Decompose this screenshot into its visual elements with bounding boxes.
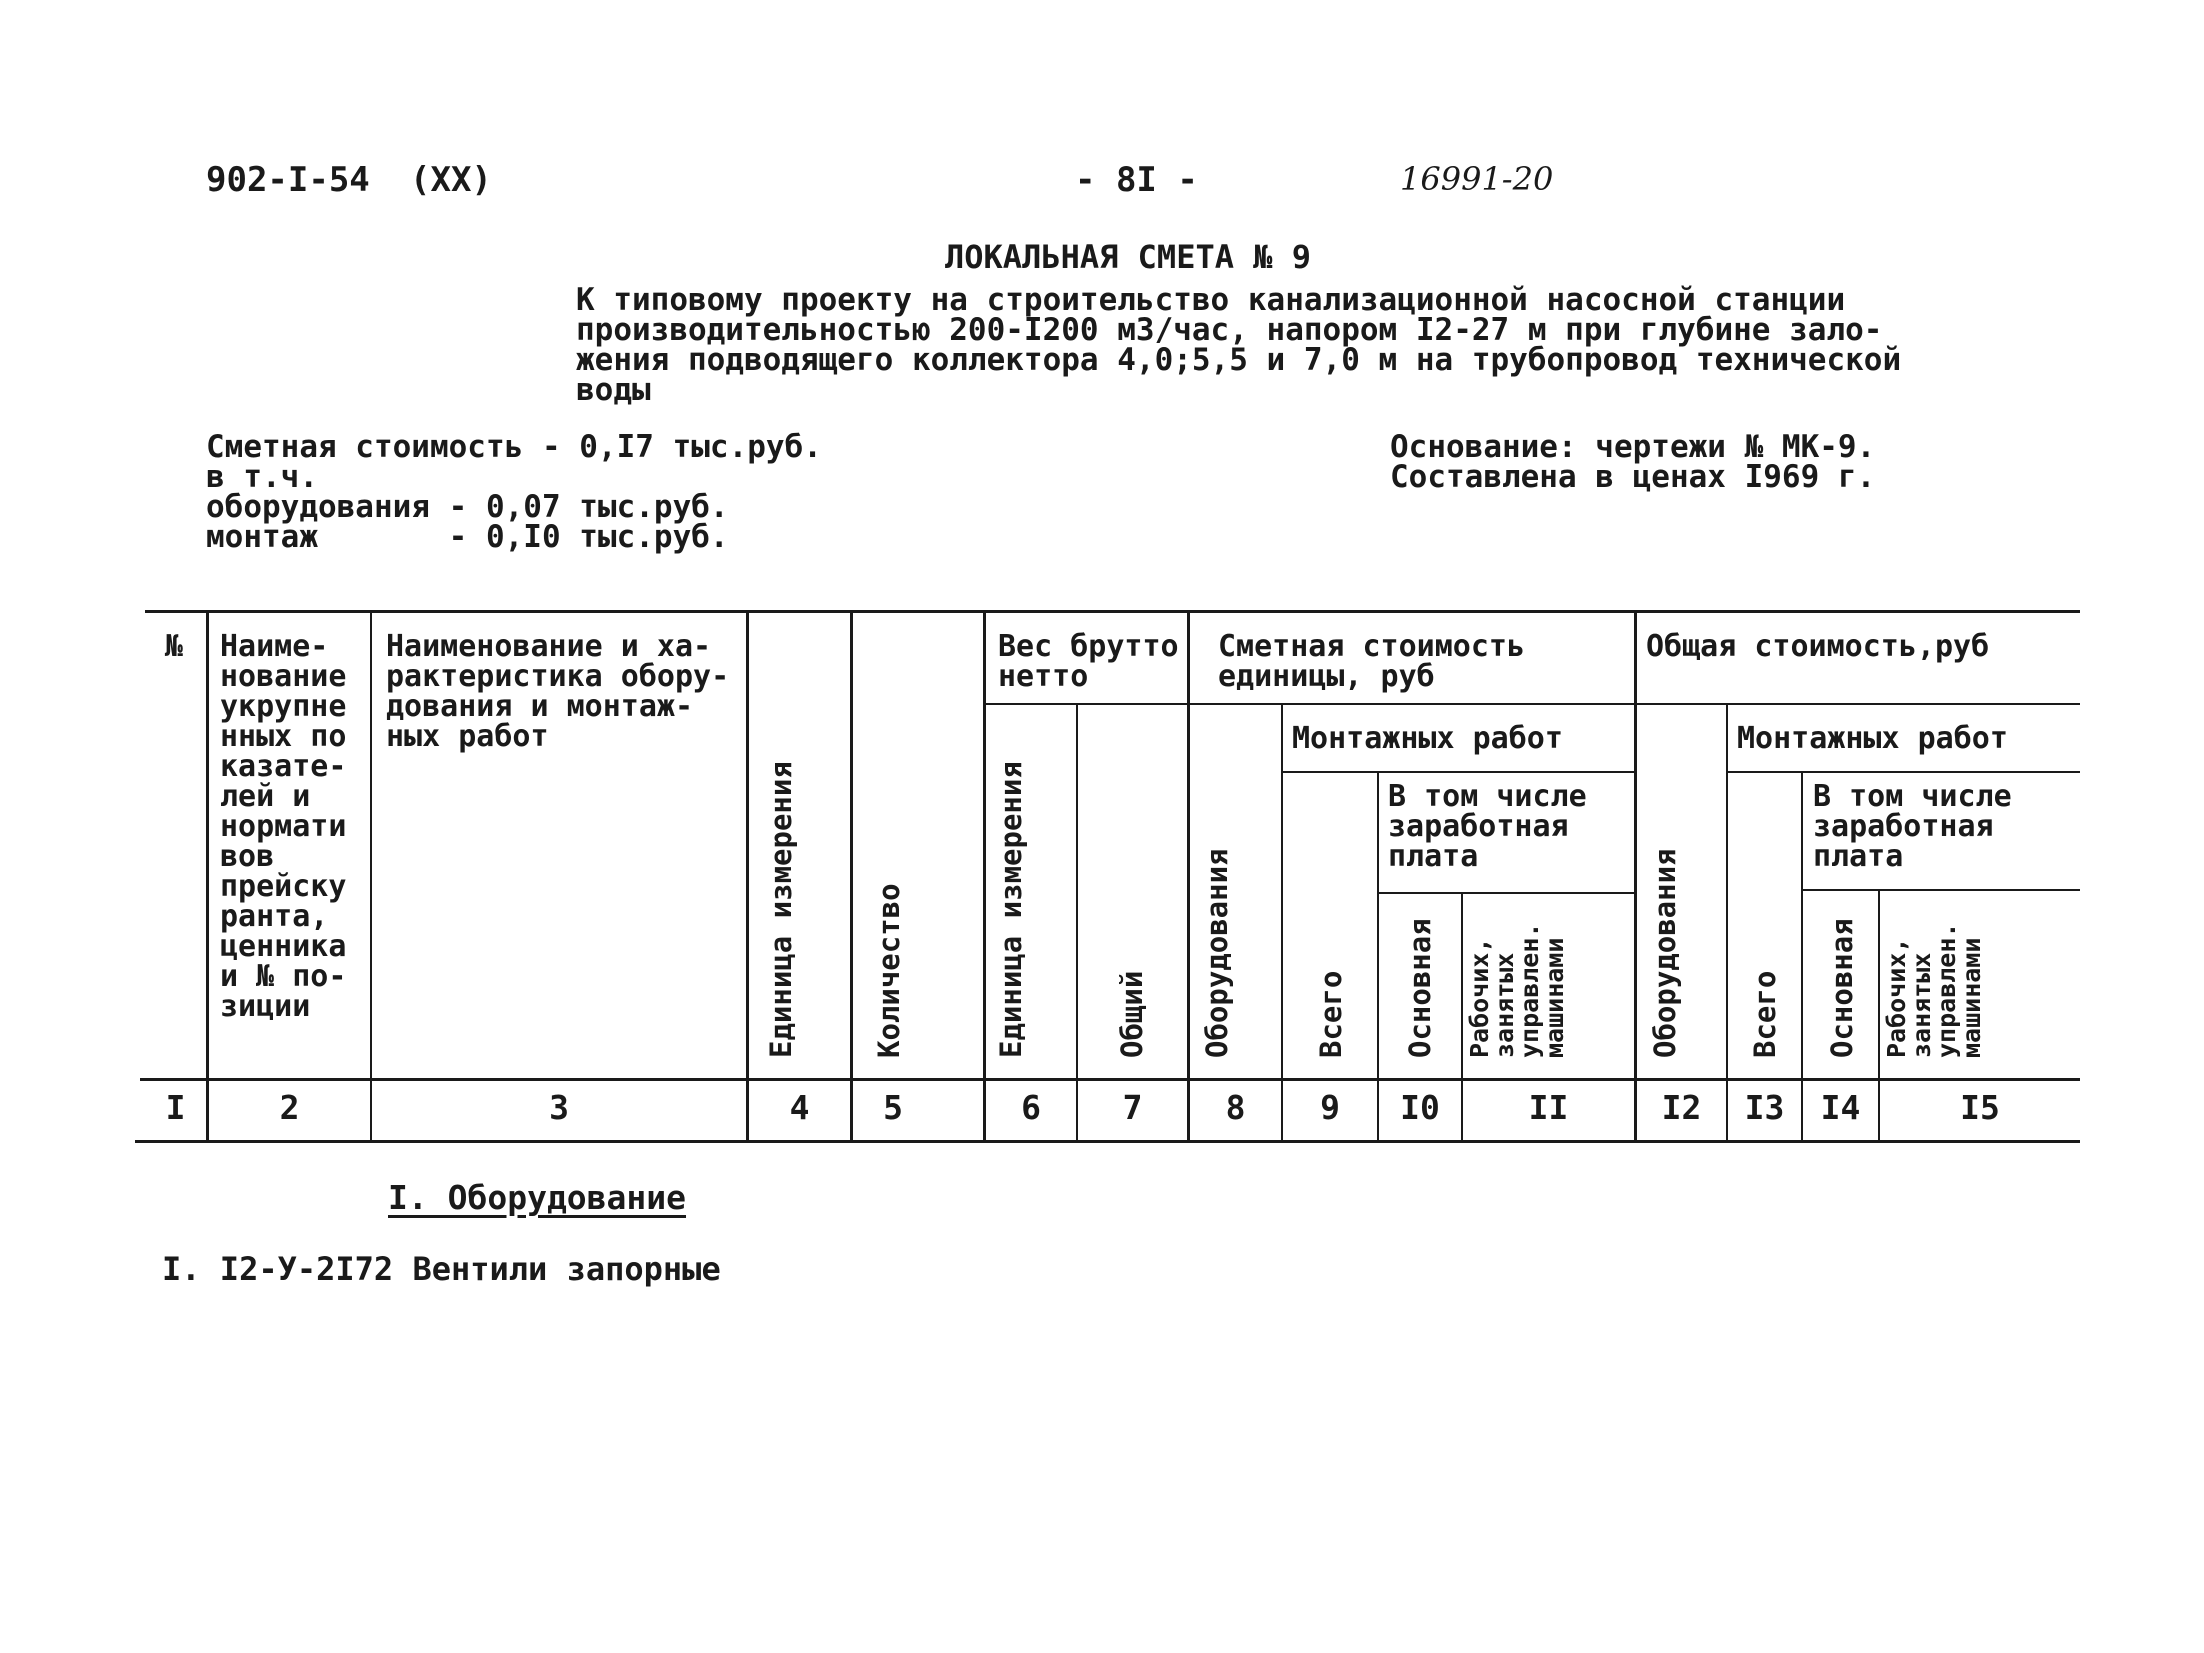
col-number: 6	[1021, 1088, 1041, 1127]
col-header-basic-total: Основная	[1825, 918, 1859, 1058]
col-number: I3	[1744, 1088, 1785, 1127]
document-title: ЛОКАЛЬНАЯ СМЕТА № 9	[945, 238, 1312, 276]
col-header-workers-unit: Рабочих, занятых управлен. машинами	[1465, 922, 1569, 1058]
col-header-wage-unit: В том числе заработная плата	[1388, 779, 1587, 874]
col-header-installation: Монтажных работ	[1292, 721, 1563, 756]
subtitle-line: жения подводящего коллектора 4,0;5,5 и 7,0 м на трубопровод технической	[576, 342, 1902, 378]
col-number: 2	[279, 1088, 300, 1127]
col-number: 8	[1225, 1088, 1246, 1127]
col-number: I5	[1960, 1088, 2000, 1127]
col-number: I4	[1820, 1088, 1861, 1127]
col-number: 5	[883, 1088, 903, 1127]
col-header-workers-total: Рабочих, занятых управлен. машинами	[1882, 922, 1986, 1058]
col-number: 7	[1122, 1088, 1143, 1127]
doc-code: 902-I-54	[206, 160, 370, 200]
col-number: 4	[789, 1088, 810, 1127]
col-header-weight-unit: Единица измерения	[994, 761, 1028, 1058]
cost-including: в т.ч.	[206, 459, 318, 495]
doc-part: (XX)	[410, 160, 492, 200]
col-header-wage-total: В том числе заработная плата	[1813, 779, 2012, 874]
installation-cost: монтаж - 0,I0 тыс.руб.	[206, 519, 729, 555]
col-header-quantity: Количество	[872, 883, 906, 1058]
subtitle-line: К типовому проекту на строительство канализационной насосной станции	[576, 282, 1846, 318]
col-header-equipment-total: Оборудования	[1648, 848, 1682, 1058]
subtitle-line: производительностью 200-I200 м3/час, напором I2-27 м при глубине зало-	[576, 312, 1883, 348]
col-number: 9	[1320, 1088, 1340, 1127]
col-number: I	[165, 1088, 186, 1127]
col-header-total-total: Всего	[1748, 970, 1782, 1058]
col-header-unit: Единица измерения	[764, 761, 798, 1058]
col-number: I0	[1400, 1088, 1440, 1127]
col-header-indicators: Наиме- нование укрупне нных по казате- лей и нормати вов прейску ранта, ценника и № по- зиции	[220, 629, 347, 1024]
col-number: 3	[549, 1088, 569, 1127]
item-line: I. I2-У-2I72 Вентили запорные	[162, 1250, 721, 1288]
handwritten-note: 16991-20	[1400, 160, 1554, 198]
col-header-overall-cost: Общая стоимость,руб	[1646, 629, 1990, 664]
page-number: - 8I -	[1075, 160, 1198, 200]
col-header-weight-total: Общий	[1115, 970, 1149, 1058]
col-header-total-unit: Всего	[1314, 970, 1348, 1058]
subtitle-line: воды	[576, 372, 651, 408]
col-header-equipment-unit: Оборудования	[1200, 848, 1234, 1058]
col-header-basic-unit: Основная	[1403, 918, 1437, 1058]
col-header-weight: Вес брутто нетто	[998, 629, 1179, 694]
col-header-installation-total: Монтажных работ	[1737, 721, 2008, 756]
cost-block	[206, 429, 822, 555]
col-header-unit-cost: Сметная стоимость единицы, руб	[1218, 629, 1526, 694]
col-header-number: №	[165, 629, 184, 664]
col-number: II	[1528, 1088, 1569, 1127]
basis-block	[1390, 429, 1876, 495]
basis-prices: Составлена в ценах I969 г.	[1390, 459, 1876, 495]
estimated-cost: Сметная стоимость - 0,I7 тыс.руб.	[206, 429, 822, 465]
col-header-equipment-name: Наименование и ха- рактеристика обору- дования и монтаж- ных работ	[386, 629, 730, 754]
equipment-cost: оборудования - 0,07 тыс.руб.	[206, 489, 729, 525]
document-subtitle	[576, 282, 1902, 408]
basis-drawings: Основание: чертежи № МК-9.	[1390, 429, 1876, 465]
section-title: I. Оборудование	[388, 1178, 687, 1217]
col-number: I2	[1661, 1088, 1702, 1127]
